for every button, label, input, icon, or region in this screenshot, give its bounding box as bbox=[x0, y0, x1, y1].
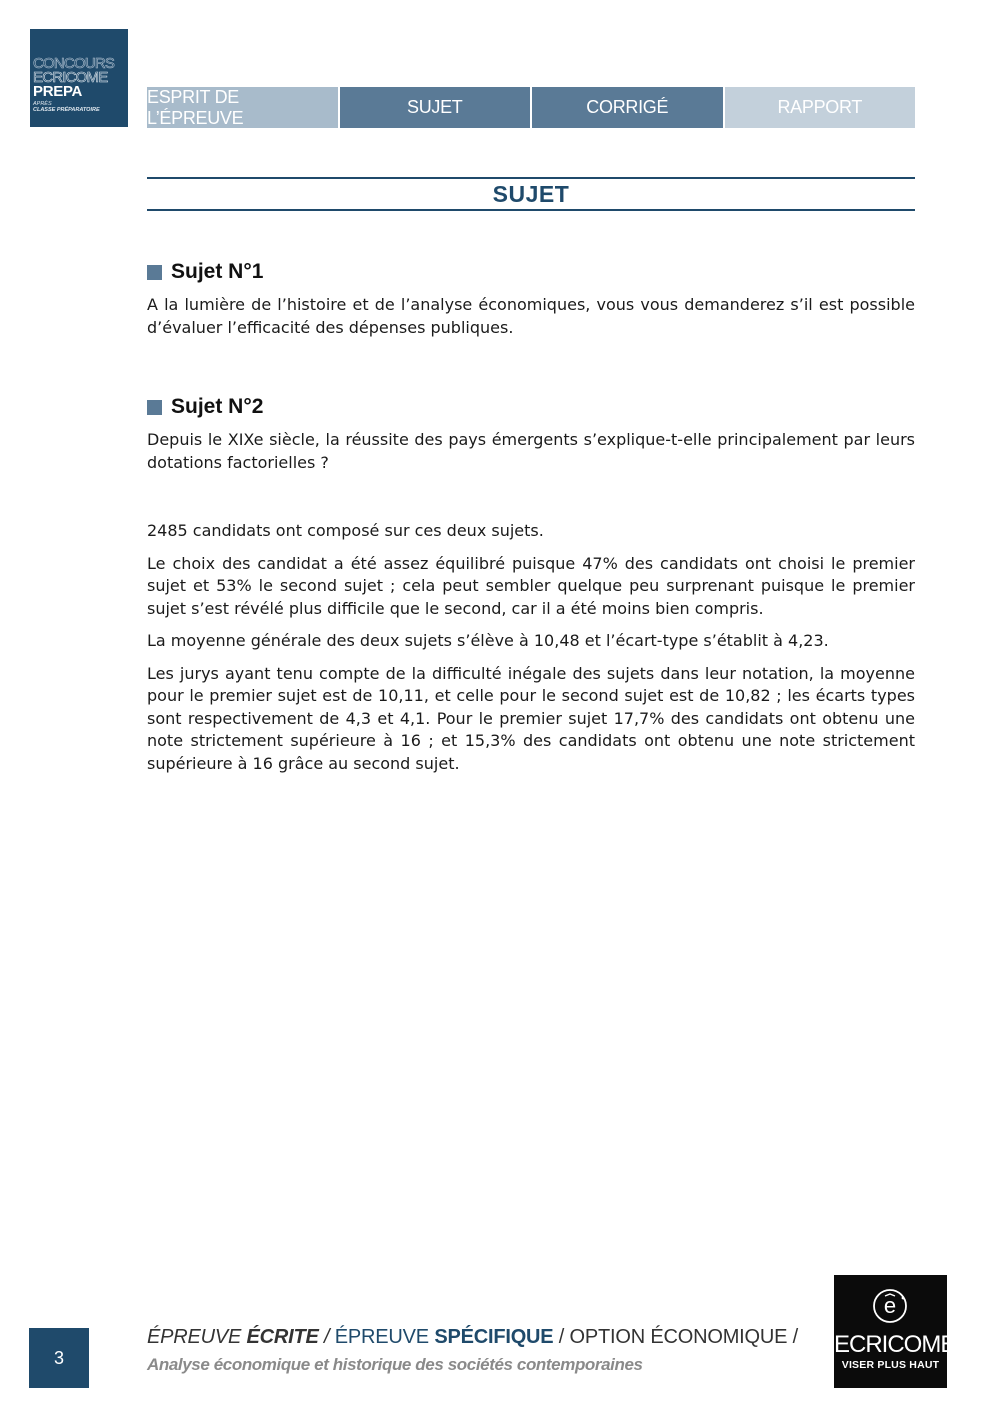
logo-line-apres: APRÈS bbox=[33, 101, 52, 107]
tab-corrige[interactable]: CORRIGÉ bbox=[532, 87, 723, 128]
logo-line-ecricome: ECRICOME bbox=[33, 69, 108, 86]
subject-2-title: Sujet N°2 bbox=[171, 394, 264, 418]
main-content bbox=[147, 258, 915, 785]
square-bullet-icon bbox=[147, 400, 162, 415]
svg-text:e: e bbox=[883, 1293, 897, 1318]
stats-paragraph: Les jurys ayant tenu compte de la difficulté inégale des sujets dans leur notation, la moyenne pour le premier sujet est de 10,11, et celle pour le second sujet est de 10,82 ; les écarts types sont respectivement de 4,3 et 4,1. Pour le premier sujet 17,7% des candidats ont obtenu une note strictement supérieure à 16 ; et 15,3% des candidats ont obtenu une note strictement supérieure à 16 grâce au second sujet. bbox=[147, 663, 915, 773]
tab-esprit-epreuve[interactable]: ESPRIT DE L’ÉPREUVE bbox=[147, 87, 338, 128]
concours-logo bbox=[30, 29, 128, 127]
subject-2-text: Depuis le XIXe siècle, la réussite des pays émergents s’explique-t-elle principalement par leurs dotations factorielles ? bbox=[147, 430, 915, 472]
footer-exam-type bbox=[147, 1326, 798, 1349]
subject-1-title: Sujet N°1 bbox=[171, 259, 264, 283]
subject-1-heading bbox=[147, 258, 915, 286]
section-title: SUJET bbox=[147, 177, 915, 211]
stats-paragraph: 2485 candidats ont composé sur ces deux sujets. bbox=[147, 521, 544, 540]
footer-part: ÉPREUVE bbox=[147, 1326, 247, 1348]
logo-line-prepa: PREPA bbox=[33, 83, 83, 100]
subject-2-heading bbox=[147, 393, 915, 421]
square-bullet-icon bbox=[147, 265, 162, 280]
footer-subtitle: Analyse économique et historique des sociétés contemporaines bbox=[147, 1355, 643, 1374]
footer-part: ÉPREUVE bbox=[334, 1326, 435, 1348]
stats-paragraph: Le choix des candidat a été assez équilibré puisque 47% des candidats ont choisi le premier sujet et 53% le second sujet ; cela peut sembler quelque peu surprenant puisque le premier sujet s’est révélé plus difficile que le second, car il a été moins bien compris. bbox=[147, 553, 915, 618]
subject-1-text: A la lumière de l’histoire et de l’analyse économiques, vous vous demanderez s’il est possible d’évaluer l’efficacité des dépenses publiques. bbox=[147, 295, 915, 337]
footer-part: SPÉCIFIQUE bbox=[434, 1326, 554, 1348]
section-tabs bbox=[147, 87, 915, 128]
ecricome-brand-name: ECRICOME bbox=[834, 1331, 956, 1358]
footer-part: / bbox=[318, 1326, 335, 1348]
ecricome-tagline: VISER PLUS HAUT bbox=[841, 1359, 940, 1371]
stats-paragraph: La moyenne générale des deux sujets s’élève à 10,48 et l’écart-type s’établit à 4,23. bbox=[147, 631, 829, 650]
tab-sujet[interactable]: SUJET bbox=[340, 87, 531, 128]
tab-rapport[interactable]: RAPPORT bbox=[725, 87, 916, 128]
ecricome-e-icon bbox=[872, 1288, 908, 1324]
footer-part: ÉCRITE bbox=[246, 1326, 319, 1348]
logo-line-classe: CLASSE PRÉPARATOIRE bbox=[33, 106, 100, 113]
ecricome-logo bbox=[834, 1275, 956, 1388]
logo-line-concours: CONCOURS bbox=[33, 55, 115, 72]
footer-part: / OPTION ÉCONOMIQUE / bbox=[553, 1326, 798, 1348]
page-number: 3 bbox=[29, 1328, 89, 1388]
